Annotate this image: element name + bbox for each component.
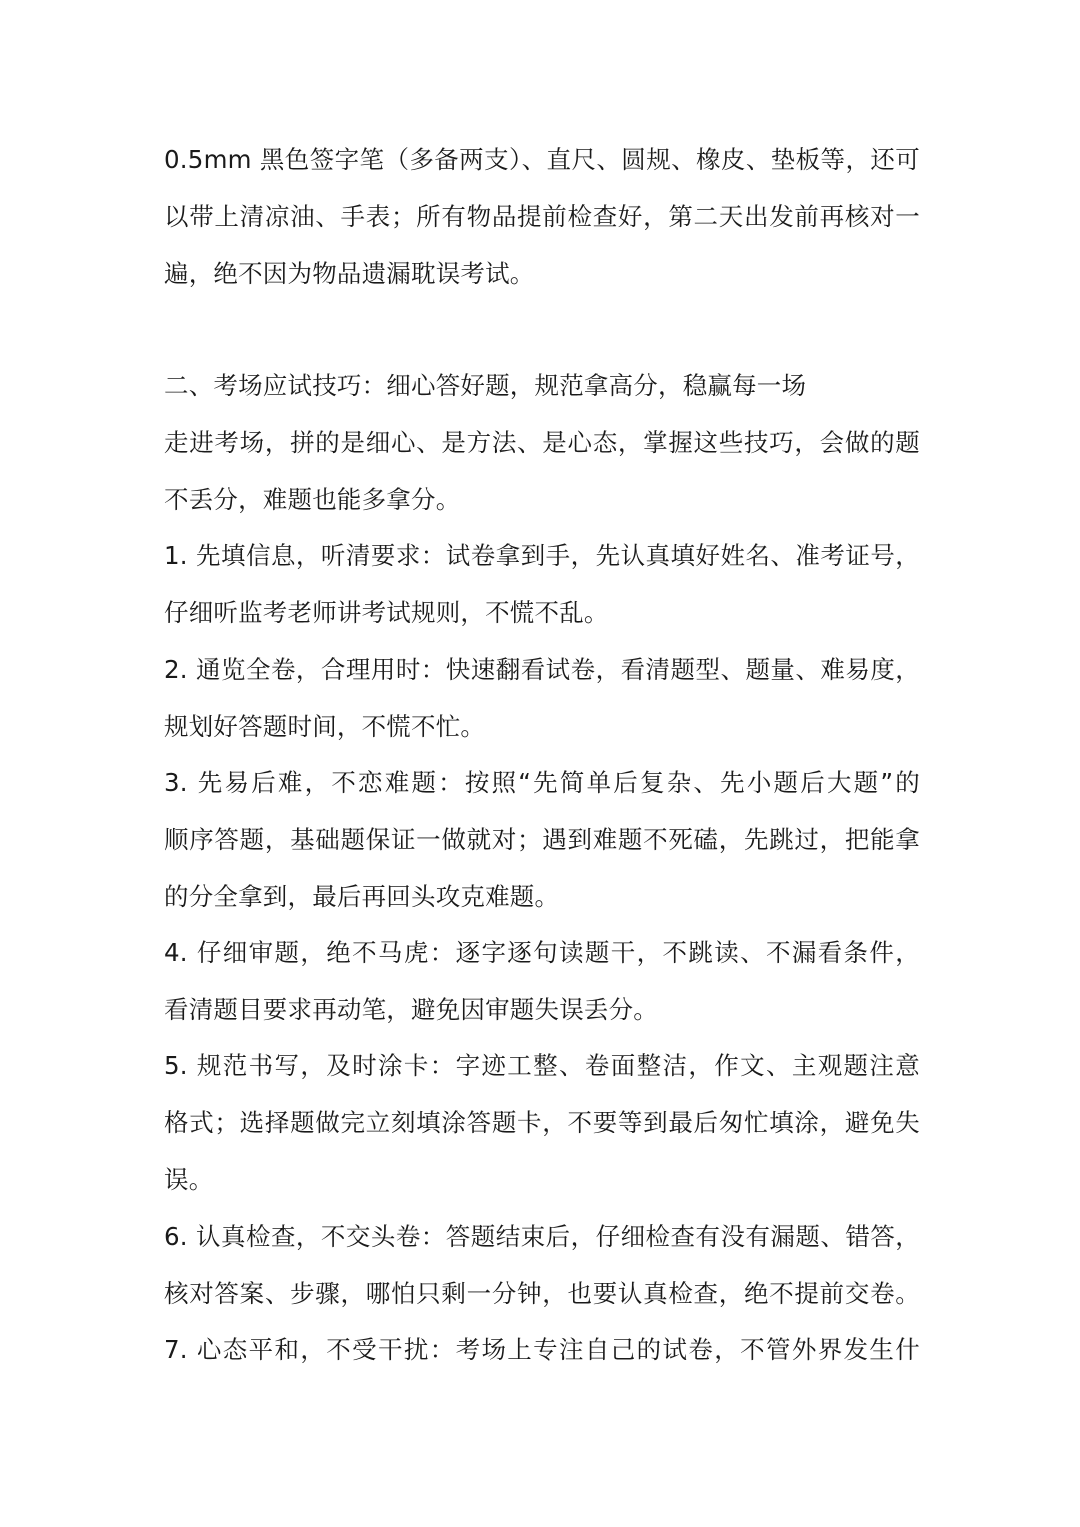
text-line: 7. 心态平和，不受干扰：考场上专注自己的试卷，不管外界发生什 bbox=[164, 1335, 920, 1364]
text-line: 规划好答题时间，不慌不忙。 bbox=[164, 712, 486, 741]
text-line: 看清题目要求再动笔，避免因审题失误丢分。 bbox=[164, 995, 658, 1024]
list-item-4 bbox=[164, 924, 920, 1038]
text-line: 格式；选择题做完立刻填涂答题卡，不要等到最后匆忙填涂，避免失 bbox=[164, 1108, 920, 1137]
list-item-7 bbox=[164, 1321, 920, 1378]
list-item-3 bbox=[164, 754, 920, 925]
list-item-6 bbox=[164, 1208, 920, 1322]
list-item-5 bbox=[164, 1037, 920, 1208]
list-item-2 bbox=[164, 641, 920, 755]
text-line: 0.5mm 黑色签字笔（多备两支）、直尺、圆规、橡皮、垫板等，还可 bbox=[164, 145, 920, 174]
list-item-1 bbox=[164, 527, 920, 641]
text-line: 不丢分，难题也能多拿分。 bbox=[164, 485, 461, 514]
section-heading bbox=[164, 357, 920, 414]
text-line: 2. 通览全卷，合理用时：快速翻看试卷，看清题型、题量、难易度， bbox=[164, 655, 920, 684]
text-line: 仔细听监考老师讲考试规则，不慌不乱。 bbox=[164, 598, 609, 627]
text-line: 顺序答题，基础题保证一做就对；遇到难题不死磕，先跳过，把能拿 bbox=[164, 825, 920, 854]
text-line: 走进考场，拼的是细心、是方法、是心态，掌握这些技巧，会做的题 bbox=[164, 428, 920, 457]
text-line: 误。 bbox=[164, 1165, 214, 1194]
text-line: 6. 认真检查，不交头卷：答题结束后，仔细检查有没有漏题、错答， bbox=[164, 1222, 920, 1251]
section-heading-text: 二、考场应试技巧：细心答好题，规范拿高分，稳赢每一场 bbox=[164, 371, 807, 400]
paragraph-exam-items bbox=[164, 131, 920, 302]
text-line: 核对答案、步骤，哪怕只剩一分钟，也要认真检查，绝不提前交卷。 bbox=[164, 1279, 920, 1308]
text-line: 5. 规范书写，及时涂卡：字迹工整、卷面整洁，作文、主观题注意 bbox=[164, 1051, 920, 1080]
text-line: 遍，绝不因为物品遗漏耽误考试。 bbox=[164, 259, 535, 288]
text-line: 1. 先填信息，听清要求：试卷拿到手，先认真填好姓名、准考证号， bbox=[164, 541, 920, 570]
text-line: 3. 先易后难，不恋难题：按照“先简单后复杂、先小题后大题”的 bbox=[164, 768, 920, 797]
paragraph-intro bbox=[164, 414, 920, 528]
text-line: 4. 仔细审题，绝不马虎：逐字逐句读题干，不跳读、不漏看条件， bbox=[164, 938, 920, 967]
text-line: 以带上清凉油、手表；所有物品提前检查好，第二天出发前再核对一 bbox=[164, 202, 920, 231]
text-line: 的分全拿到，最后再回头攻克难题。 bbox=[164, 882, 560, 911]
